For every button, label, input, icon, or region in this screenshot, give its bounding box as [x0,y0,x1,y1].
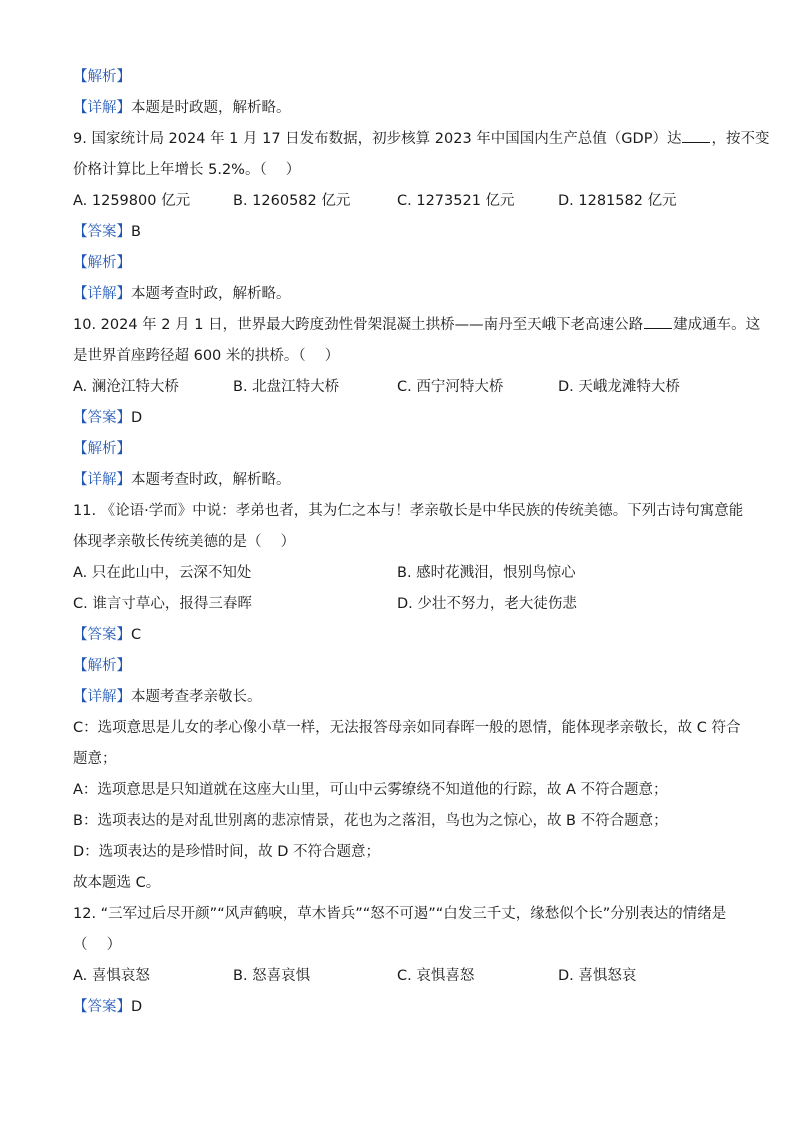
answer-option: B. 北盘江特大桥 [233,379,340,395]
line-text: D [131,410,143,426]
text-line [73,744,723,775]
text-line [73,806,723,837]
line-text: （ ） [73,937,122,953]
fill-in-blank [682,126,710,143]
text-line [73,682,723,713]
section-tag: 【解析】 [73,69,131,85]
section-tag: 【解析】 [73,255,131,271]
line-text: 故本题选 C。 [73,875,161,891]
text-line [73,403,723,434]
section-tag: 【答案】 [73,410,131,426]
answer-option: D. 少壮不努力，老大徒伤悲 [397,596,577,612]
document-page [73,62,770,1023]
section-tag: 【详解】 [73,689,131,705]
text-line [73,837,723,868]
line-text: B：选项表达的是对乱世别离的悲凉情景，花也为之落泪，鸟也为之惊心，故 B 不符合题意； [73,813,668,829]
line-text: A：选项意思是只知道就在这座大山里，可山中云雾缭绕不知道他的行踪，故 A 不符合题意； [73,782,668,798]
section-tag: 【答案】 [73,999,131,1015]
line-text: B [131,224,141,240]
text-line [73,310,761,341]
answer-option: D. 天峨龙滩特大桥 [558,379,680,395]
line-text: 11. 《论语·学而》中说：孝弟也者，其为仁之本与！孝亲敬长是中华民族的传统美德。下列古诗句寓意能 [73,503,744,519]
line-text: 价格计算比上年增长 5.2%。（ ） [73,162,301,178]
answer-option: C. 谁言寸草心，报得三春晖 [73,596,252,612]
text-line [73,434,723,465]
text-line [73,217,723,248]
text-line [73,186,723,217]
question-text: ，按不变 [711,131,770,147]
line-text: D：选项表达的是珍惜时间，故 D 不符合题意； [73,844,381,860]
answer-option: C. 1273521 亿元 [397,193,515,209]
text-line [73,248,723,279]
text-line [73,93,723,124]
section-tag: 【详解】 [73,472,131,488]
question-text: 10. 2024 年 2 月 1 日，世界最大跨度劲性骨架混凝土拱桥——南丹至天峨下老高速公路 [73,317,644,333]
answer-option: B. 怒喜哀惧 [233,968,311,984]
text-line [73,961,723,992]
line-text: C：选项意思是儿女的孝心像小草一样，无法报答母亲如同春晖一般的恩情，能体现孝亲敬长，故 C 符合 [73,720,741,736]
answer-option: A. 1259800 亿元 [73,193,191,209]
line-text: 本题考查孝亲敬长。 [131,689,262,705]
line-text: 体现孝亲敬长传统美德的是（ ） [73,534,296,550]
text-line [73,496,744,527]
text-line [73,713,741,744]
section-tag: 【解析】 [73,441,131,457]
line-text: C [131,627,142,643]
fill-in-blank [644,312,672,329]
section-tag: 【答案】 [73,224,131,240]
text-line [73,341,723,372]
answer-option: A. 澜沧江特大桥 [73,379,179,395]
answer-option: C. 西宁河特大桥 [397,379,504,395]
section-tag: 【答案】 [73,627,131,643]
text-line [73,589,723,620]
line-text: D [131,999,143,1015]
line-text: 本题是时政题，解析略。 [131,100,291,116]
answer-option: A. 只在此山中，云深不知处 [73,565,252,581]
line-text: 12. “三军过后尽开颜”“风声鹤唳，草木皆兵”“怒不可遏”“白发三千丈，缘愁似个长”分别表达的情绪是 [73,906,727,922]
text-line [73,775,723,806]
text-line [73,124,770,155]
text-line [73,155,723,186]
line-text: 本题考查时政，解析略。 [131,286,291,302]
line-text: 是世界首座跨径超 600 米的拱桥。（ ） [73,348,340,364]
text-line [73,651,723,682]
text-line [73,930,723,961]
text-line [73,279,723,310]
question-text: 9. 国家统计局 2024 年 1 月 17 日发布数据，初步核算 2023 年中国国内生产总值（GDP）达 [73,131,682,147]
answer-option: D. 喜惧怒哀 [558,968,637,984]
text-line [73,868,723,899]
line-text: 题意； [73,751,117,767]
answer-option: D. 1281582 亿元 [558,193,677,209]
text-line [73,372,723,403]
text-line [73,62,723,93]
text-line [73,899,727,930]
answer-option: B. 1260582 亿元 [233,193,351,209]
section-tag: 【解析】 [73,658,131,674]
text-line [73,465,723,496]
text-line [73,620,723,651]
question-text: 建成通车。这 [673,317,761,333]
text-line [73,992,723,1023]
answer-option: A. 喜惧哀怒 [73,968,150,984]
line-text: 本题考查时政，解析略。 [131,472,291,488]
text-line [73,558,723,589]
answer-option: B. 感时花溅泪，恨别鸟惊心 [397,565,576,581]
answer-option: C. 哀惧喜怒 [397,968,475,984]
text-line [73,527,723,558]
section-tag: 【详解】 [73,286,131,302]
section-tag: 【详解】 [73,100,131,116]
